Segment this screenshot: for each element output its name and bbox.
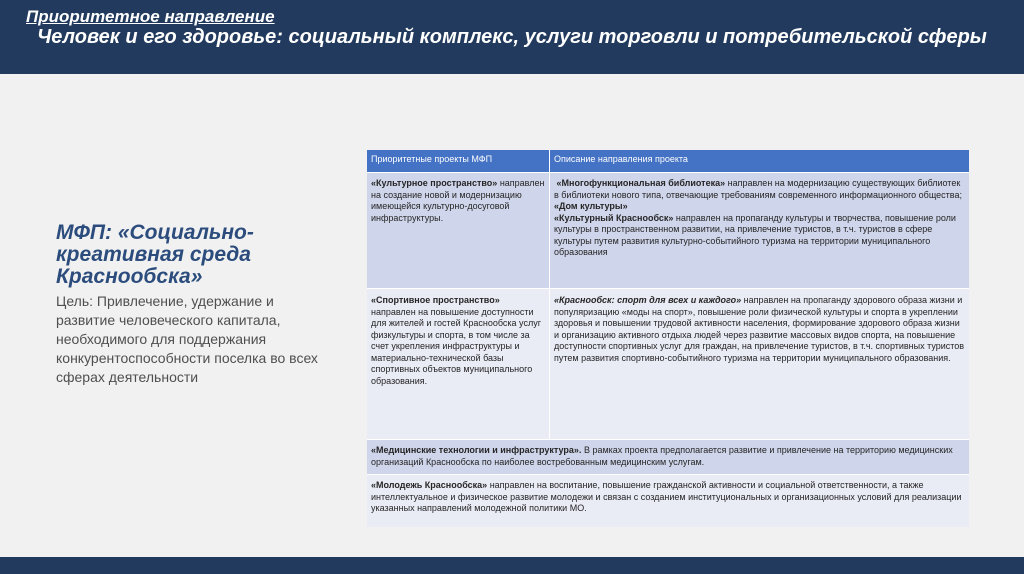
library-project bbox=[554, 178, 965, 201]
culture-description-cell bbox=[550, 173, 969, 288]
sport-for-all-name: «Краснообск: спорт для всех и каждого» bbox=[554, 295, 742, 305]
culture-project-desc: направлен на создание новой и модернизацию имеющейся культурно-досуговой инфраструктуры. bbox=[371, 178, 545, 223]
header-projects: Приоритетные проекты МФП bbox=[367, 150, 550, 172]
youth-cell bbox=[367, 475, 969, 527]
priority-direction-label: Приоритетное направление bbox=[26, 7, 275, 26]
table-row-youth bbox=[367, 475, 969, 527]
program-goal: Цель: Привлечение, удержание и развитие человеческого капитала, необходимого для поддержания конкурентоспособности поселка во всех сферах деятельности bbox=[56, 293, 318, 385]
cultural-krasnoobsk-text: направлен на пропаганду культуры и творчества, повышение роли культуры в пространственном развитии, на привлечение туристов, в т.ч. туристов в сфере культуры путем развития культурно-событийного туризма на территории муниципального образования bbox=[554, 212, 956, 257]
footer-bar bbox=[0, 557, 1024, 574]
medicine-project-text: В рамках проекта предполагается развитие и привлечение на территорию медицинских организаций Краснообска по наиболее востребованным медицинским услугам. bbox=[371, 445, 953, 467]
youth-project-name: «Молодежь Краснообска» bbox=[371, 480, 488, 490]
cultural-krasnoobsk-name: «Культурный Краснообск» bbox=[554, 212, 674, 223]
table-row-culture bbox=[367, 173, 969, 289]
library-project-name: «Многофункциональная библиотека» bbox=[556, 178, 726, 188]
library-project-text: направлен на модернизацию существующих библиотек в библиотеки нового типа, отвечающие требованиям современного информационного общества; bbox=[554, 178, 962, 200]
projects-table bbox=[367, 150, 969, 527]
header-bar bbox=[0, 0, 1024, 74]
sport-project-name: «Спортивное пространство» bbox=[371, 295, 500, 305]
youth-project-text: направлен на воспитание, повышение гражданской активности и социальной ответственности, а также интеллектуальное и физическое развитие молодежи и связан с созданием институциональных и организационных условий для реализации указанных направлений молодежной политики МО. bbox=[371, 480, 962, 513]
culture-project-cell bbox=[367, 173, 550, 288]
sport-for-all-text: направлен на пропаганду здорового образа жизни и популяризацию «моды на спорт», повышение роли физической культуры и спорта в укреплении здоровья и повышении трудовой активности населения, формирование здорового образа жизни и организацию активного отдыха людей через развитие массовых видов спорта, на повышение доступности спортивных услуг для граждан, на привлечение туристов, в т.ч. спортивных туристов путем развития спортивно-событийного туризма на территории муниципального образования. bbox=[554, 295, 965, 363]
table-header-row bbox=[367, 150, 969, 173]
medicine-cell bbox=[367, 440, 969, 474]
header-description: Описание направления проекта bbox=[554, 154, 688, 164]
slide-title: Человек и его здоровье: социальный комплекс, услуги торговли и потребительской сферы bbox=[37, 26, 987, 48]
culture-project-name: «Культурное пространство» bbox=[371, 178, 498, 188]
medicine-project-name: «Медицинские технологии и инфраструктура». bbox=[371, 445, 582, 455]
sport-description-cell bbox=[550, 289, 969, 439]
cultural-krasnoobsk-project bbox=[554, 213, 965, 259]
table-row-sport bbox=[367, 289, 969, 440]
culture-house-name: «Дом культуры» bbox=[554, 201, 628, 211]
sport-project-desc: направлен на повышение доступности для жителей и гостей Краснообска услуг физкультуры и спорта, в том числе за счет укрепления инфраструктуры и материально-технической базы спортивных объектов муниципального образования. bbox=[371, 306, 541, 386]
sport-project-cell bbox=[367, 289, 550, 439]
table-row-medicine bbox=[367, 440, 969, 475]
program-title: МФП: «Социально-креативная среда Краснообска» bbox=[56, 221, 254, 288]
